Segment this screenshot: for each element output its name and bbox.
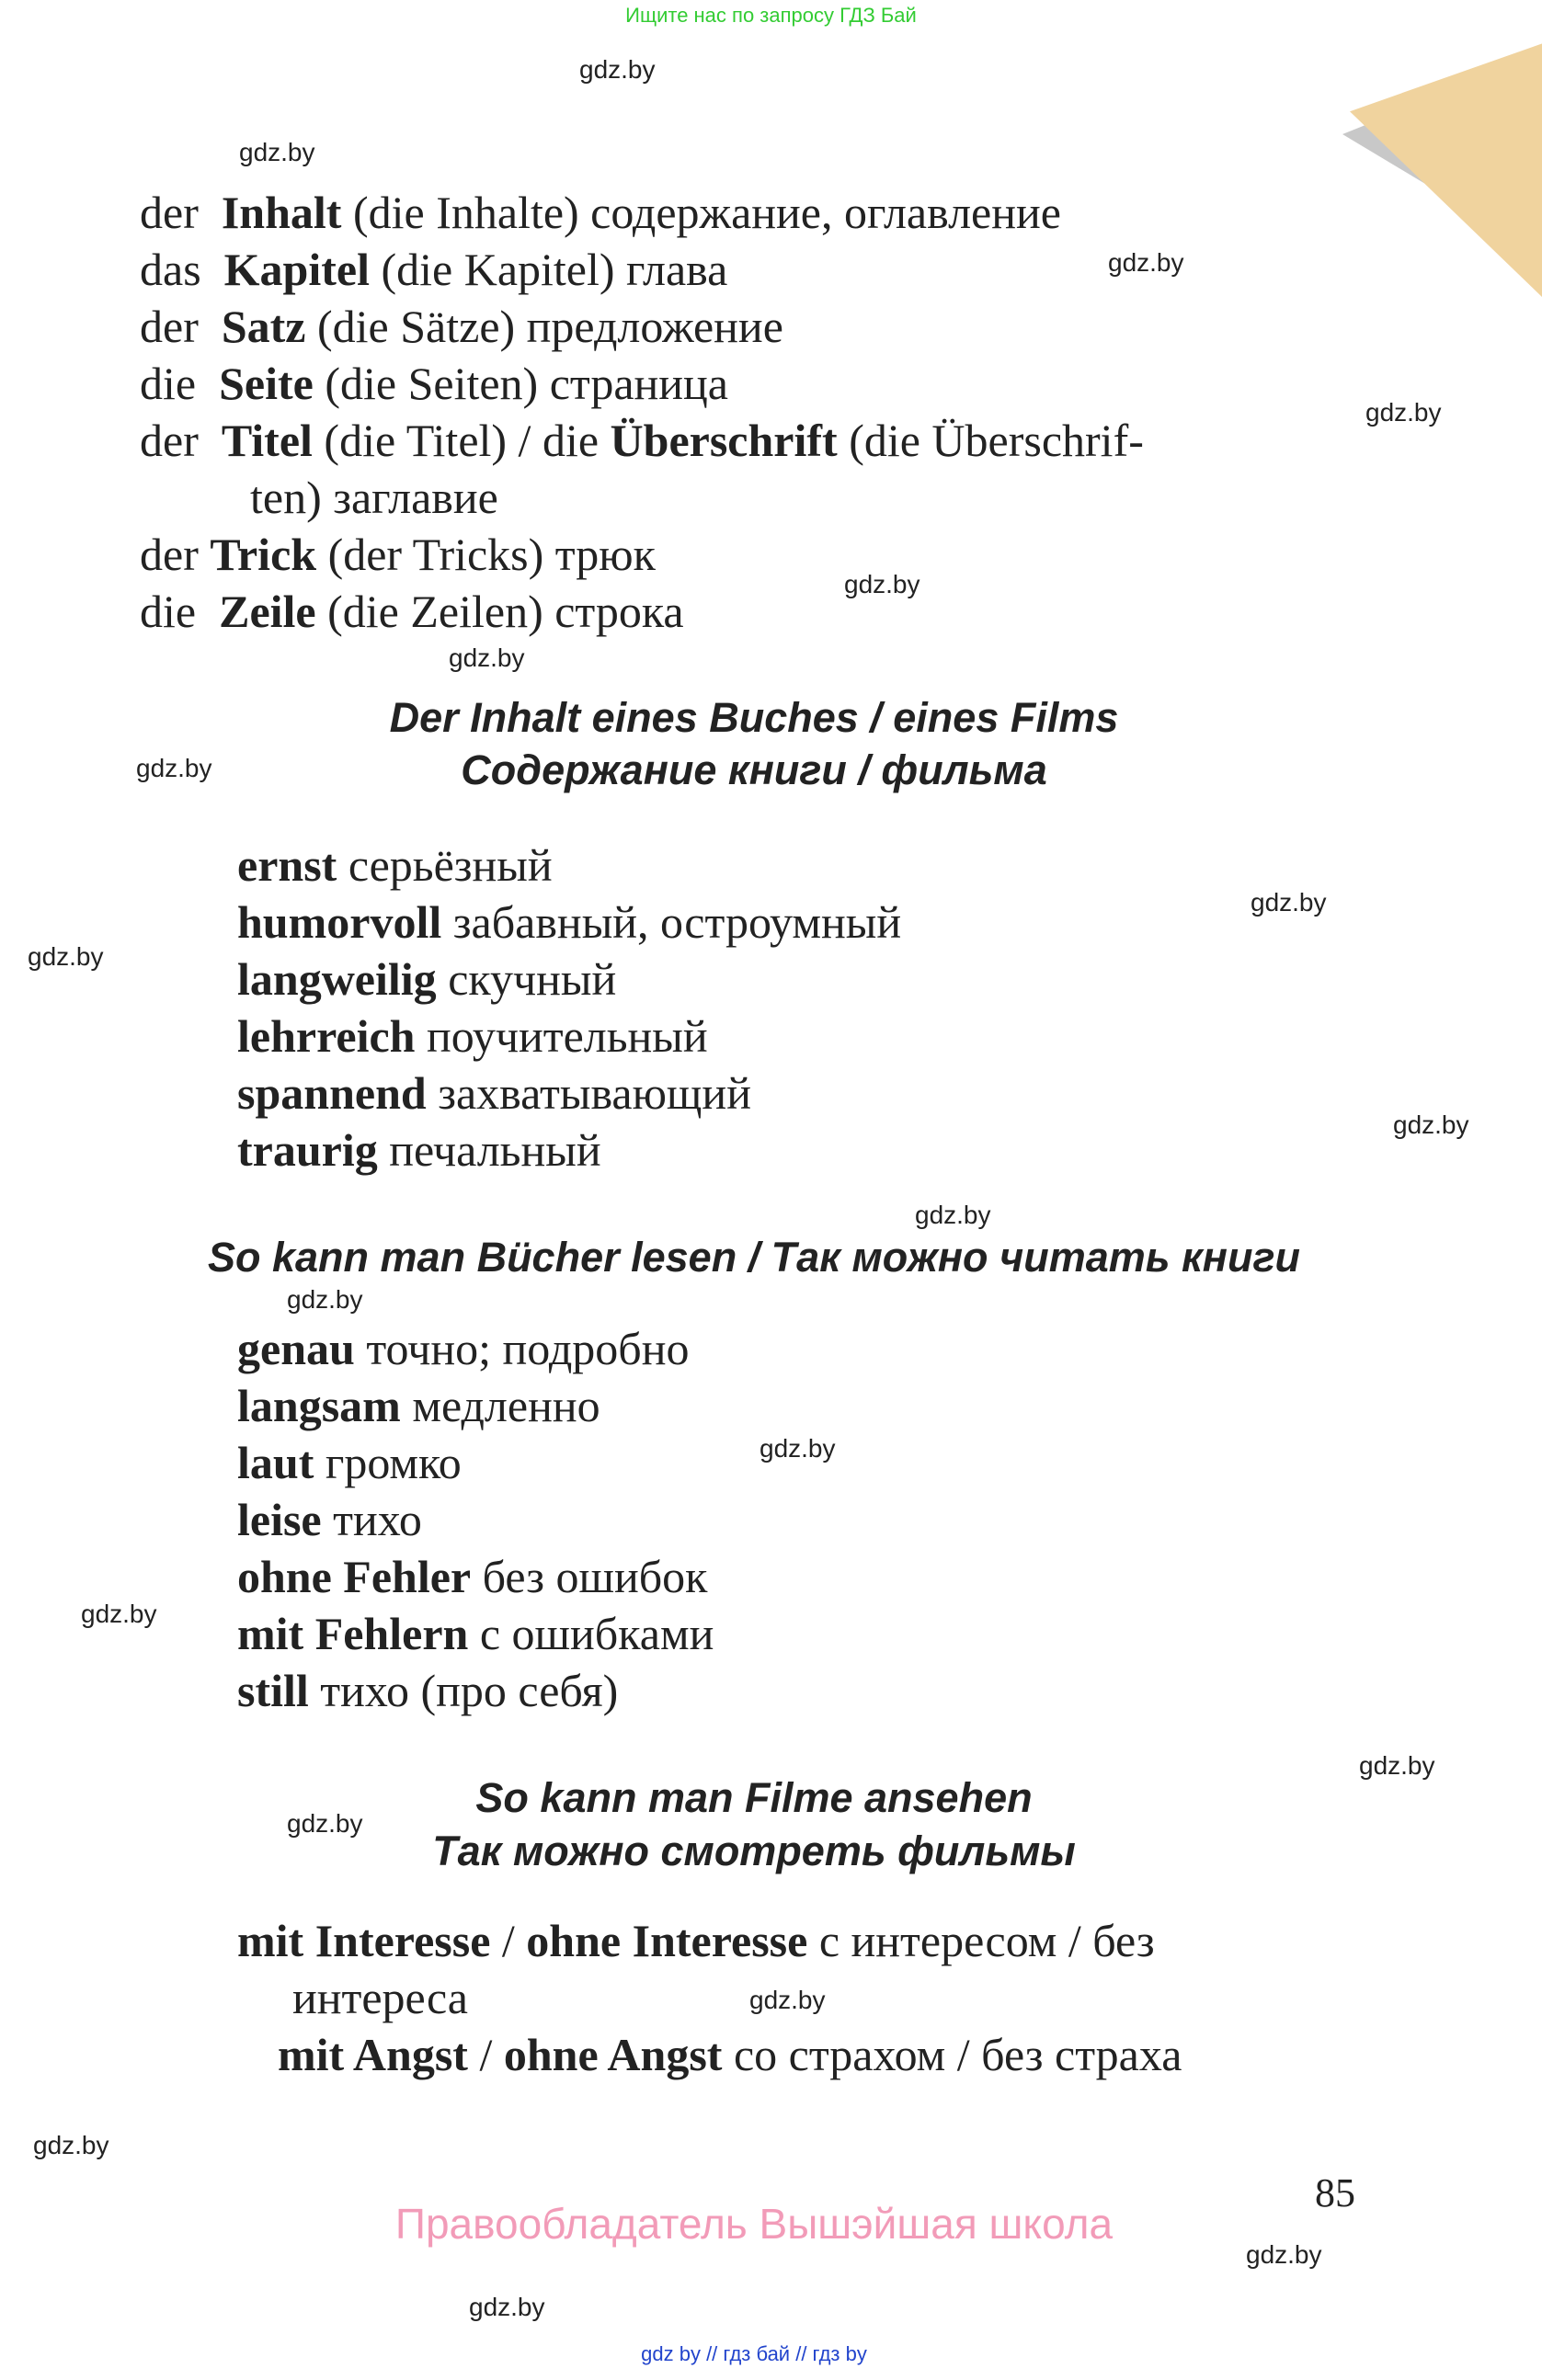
vocab-line — [237, 1122, 601, 1179]
headword: still — [237, 1665, 309, 1716]
headword: Inhalt — [221, 187, 342, 238]
translation: (die Überschrif- — [849, 415, 1144, 466]
vocab-line — [140, 355, 728, 412]
translation: со страхом / без страха — [733, 2029, 1182, 2080]
headword: mit Angst — [278, 2029, 468, 2080]
headword: ohne Interesse — [526, 1915, 808, 1966]
watermark: gdz.by — [33, 2131, 109, 2159]
translation: с интересом / без — [818, 1915, 1155, 1966]
translation: тихо — [333, 1494, 422, 1545]
translation: точно; подробно — [366, 1323, 690, 1374]
watermark: gdz.by — [579, 55, 656, 84]
translation: печальный — [389, 1124, 601, 1176]
vocab-line — [140, 184, 1061, 241]
translation: ten) заглавие — [250, 472, 498, 523]
headword: humorvoll — [237, 896, 442, 948]
translation: тихо (про себя) — [320, 1665, 619, 1716]
section-heading: Der Inhalt eines Buches / eines Films — [389, 694, 1119, 741]
watermark: gdz.by — [915, 1201, 991, 1229]
vocab-line — [237, 1548, 707, 1605]
watermark: gdz.by — [287, 1285, 363, 1314]
translation: интереса — [292, 1972, 468, 2023]
translation: захватывающий — [438, 1067, 751, 1119]
watermark: gdz.by — [449, 643, 525, 672]
watermark: gdz.by — [749, 1986, 826, 2014]
headword: Seite — [219, 358, 314, 409]
headword: spannend — [237, 1067, 427, 1119]
headword: mit Interesse — [237, 1915, 491, 1966]
watermark: gdz.by — [760, 1434, 836, 1463]
headword: lehrreich — [237, 1010, 416, 1062]
top-banner: Ищите нас по запросу ГДЗ Бай — [625, 4, 917, 27]
article: der — [140, 529, 199, 580]
section-heading: So kann man Bücher lesen / Так можно читать книги — [208, 1234, 1300, 1281]
watermark: gdz.by — [844, 570, 920, 598]
translation: серьёзный — [348, 839, 553, 891]
translation: (die Kapitel) глава — [381, 244, 728, 295]
headword: mit Fehlern — [237, 1608, 469, 1659]
vocab-line — [237, 1065, 751, 1122]
headword: ohne Angst — [503, 2029, 723, 2080]
watermark: gdz.by — [28, 942, 104, 971]
article: der — [140, 187, 199, 238]
translation: поучительный — [426, 1010, 708, 1062]
vocab-line — [140, 583, 684, 640]
article: der — [140, 415, 199, 466]
vocab-line — [140, 298, 783, 355]
translation: с ошибками — [479, 1608, 714, 1659]
footer-links[interactable]: gdz by // гдз бай // гдз by — [641, 2342, 867, 2365]
watermark: gdz.by — [1365, 398, 1442, 427]
headword: langweilig — [237, 953, 437, 1005]
separator: / — [479, 2029, 493, 2080]
vocab-line — [140, 241, 727, 298]
headword: Satz — [221, 301, 306, 352]
vocab-line — [237, 1434, 462, 1491]
headword: Kapitel — [223, 244, 370, 295]
vocab-line — [237, 1605, 714, 1662]
vocab-line — [237, 1491, 422, 1548]
section-heading: Содержание книги / фильма — [461, 746, 1047, 793]
translation: скучный — [448, 953, 617, 1005]
page-number: 85 — [1315, 2170, 1355, 2215]
watermark: gdz.by — [1251, 888, 1327, 917]
article: der — [140, 301, 199, 352]
vocab-line-continuation — [292, 1969, 468, 2026]
translation: громко — [325, 1437, 462, 1488]
watermark: gdz.by — [239, 138, 315, 166]
watermark: gdz.by — [81, 1600, 157, 1628]
vocab-line — [237, 1377, 600, 1434]
article: die — [140, 586, 197, 637]
watermark: gdz.by — [1393, 1110, 1469, 1139]
translation: (die Inhalte) содержание, оглавление — [352, 187, 1061, 238]
headword: Überschrift — [610, 415, 838, 466]
headword: Zeile — [219, 586, 316, 637]
vocab-line — [237, 1320, 689, 1377]
translation: (die Titel) / die — [324, 415, 600, 466]
section-heading: Так можно смотреть фильмы — [432, 1828, 1076, 1874]
headword: laut — [237, 1437, 314, 1488]
vocab-line — [237, 1912, 1155, 1969]
vocab-line — [140, 412, 1144, 469]
headword: langsam — [237, 1380, 401, 1431]
watermark: gdz.by — [1359, 1751, 1435, 1780]
translation: медленно — [412, 1380, 600, 1431]
watermark: gdz.by — [469, 2293, 545, 2321]
vocab-line — [237, 894, 901, 951]
headword: genau — [237, 1323, 355, 1374]
translation: (der Tricks) трюк — [327, 529, 656, 580]
translation: (die Sätze) предложение — [317, 301, 783, 352]
vocab-line — [237, 1662, 618, 1719]
translation: забавный, остроумный — [452, 896, 902, 948]
section-heading: So kann man Filme ansehen — [475, 1774, 1033, 1821]
vocab-line — [237, 951, 616, 1008]
headword: traurig — [237, 1124, 378, 1176]
translation: (die Seiten) страница — [325, 358, 728, 409]
page-corner-decoration — [1350, 37, 1542, 303]
separator: / — [501, 1915, 515, 1966]
article: die — [140, 358, 197, 409]
watermark: gdz.by — [1108, 248, 1184, 277]
headword: ernst — [237, 839, 337, 891]
vocab-line-continuation — [250, 469, 498, 526]
vocab-line — [140, 526, 656, 583]
vocab-line — [278, 2026, 1182, 2083]
article: das — [140, 244, 201, 295]
headword: Titel — [221, 415, 313, 466]
headword: Trick — [210, 529, 317, 580]
vocab-line — [237, 837, 553, 894]
translation: без ошибок — [482, 1551, 708, 1602]
watermark: gdz.by — [287, 1809, 363, 1838]
headword: leise — [237, 1494, 322, 1545]
headword: ohne Fehler — [237, 1551, 472, 1602]
watermark: gdz.by — [136, 754, 212, 782]
watermark: gdz.by — [1246, 2240, 1322, 2269]
copyright-notice: Правообладатель Вышэйшая школа — [394, 2200, 1114, 2248]
vocab-line — [237, 1008, 708, 1065]
translation: (die Zeilen) строка — [327, 586, 684, 637]
